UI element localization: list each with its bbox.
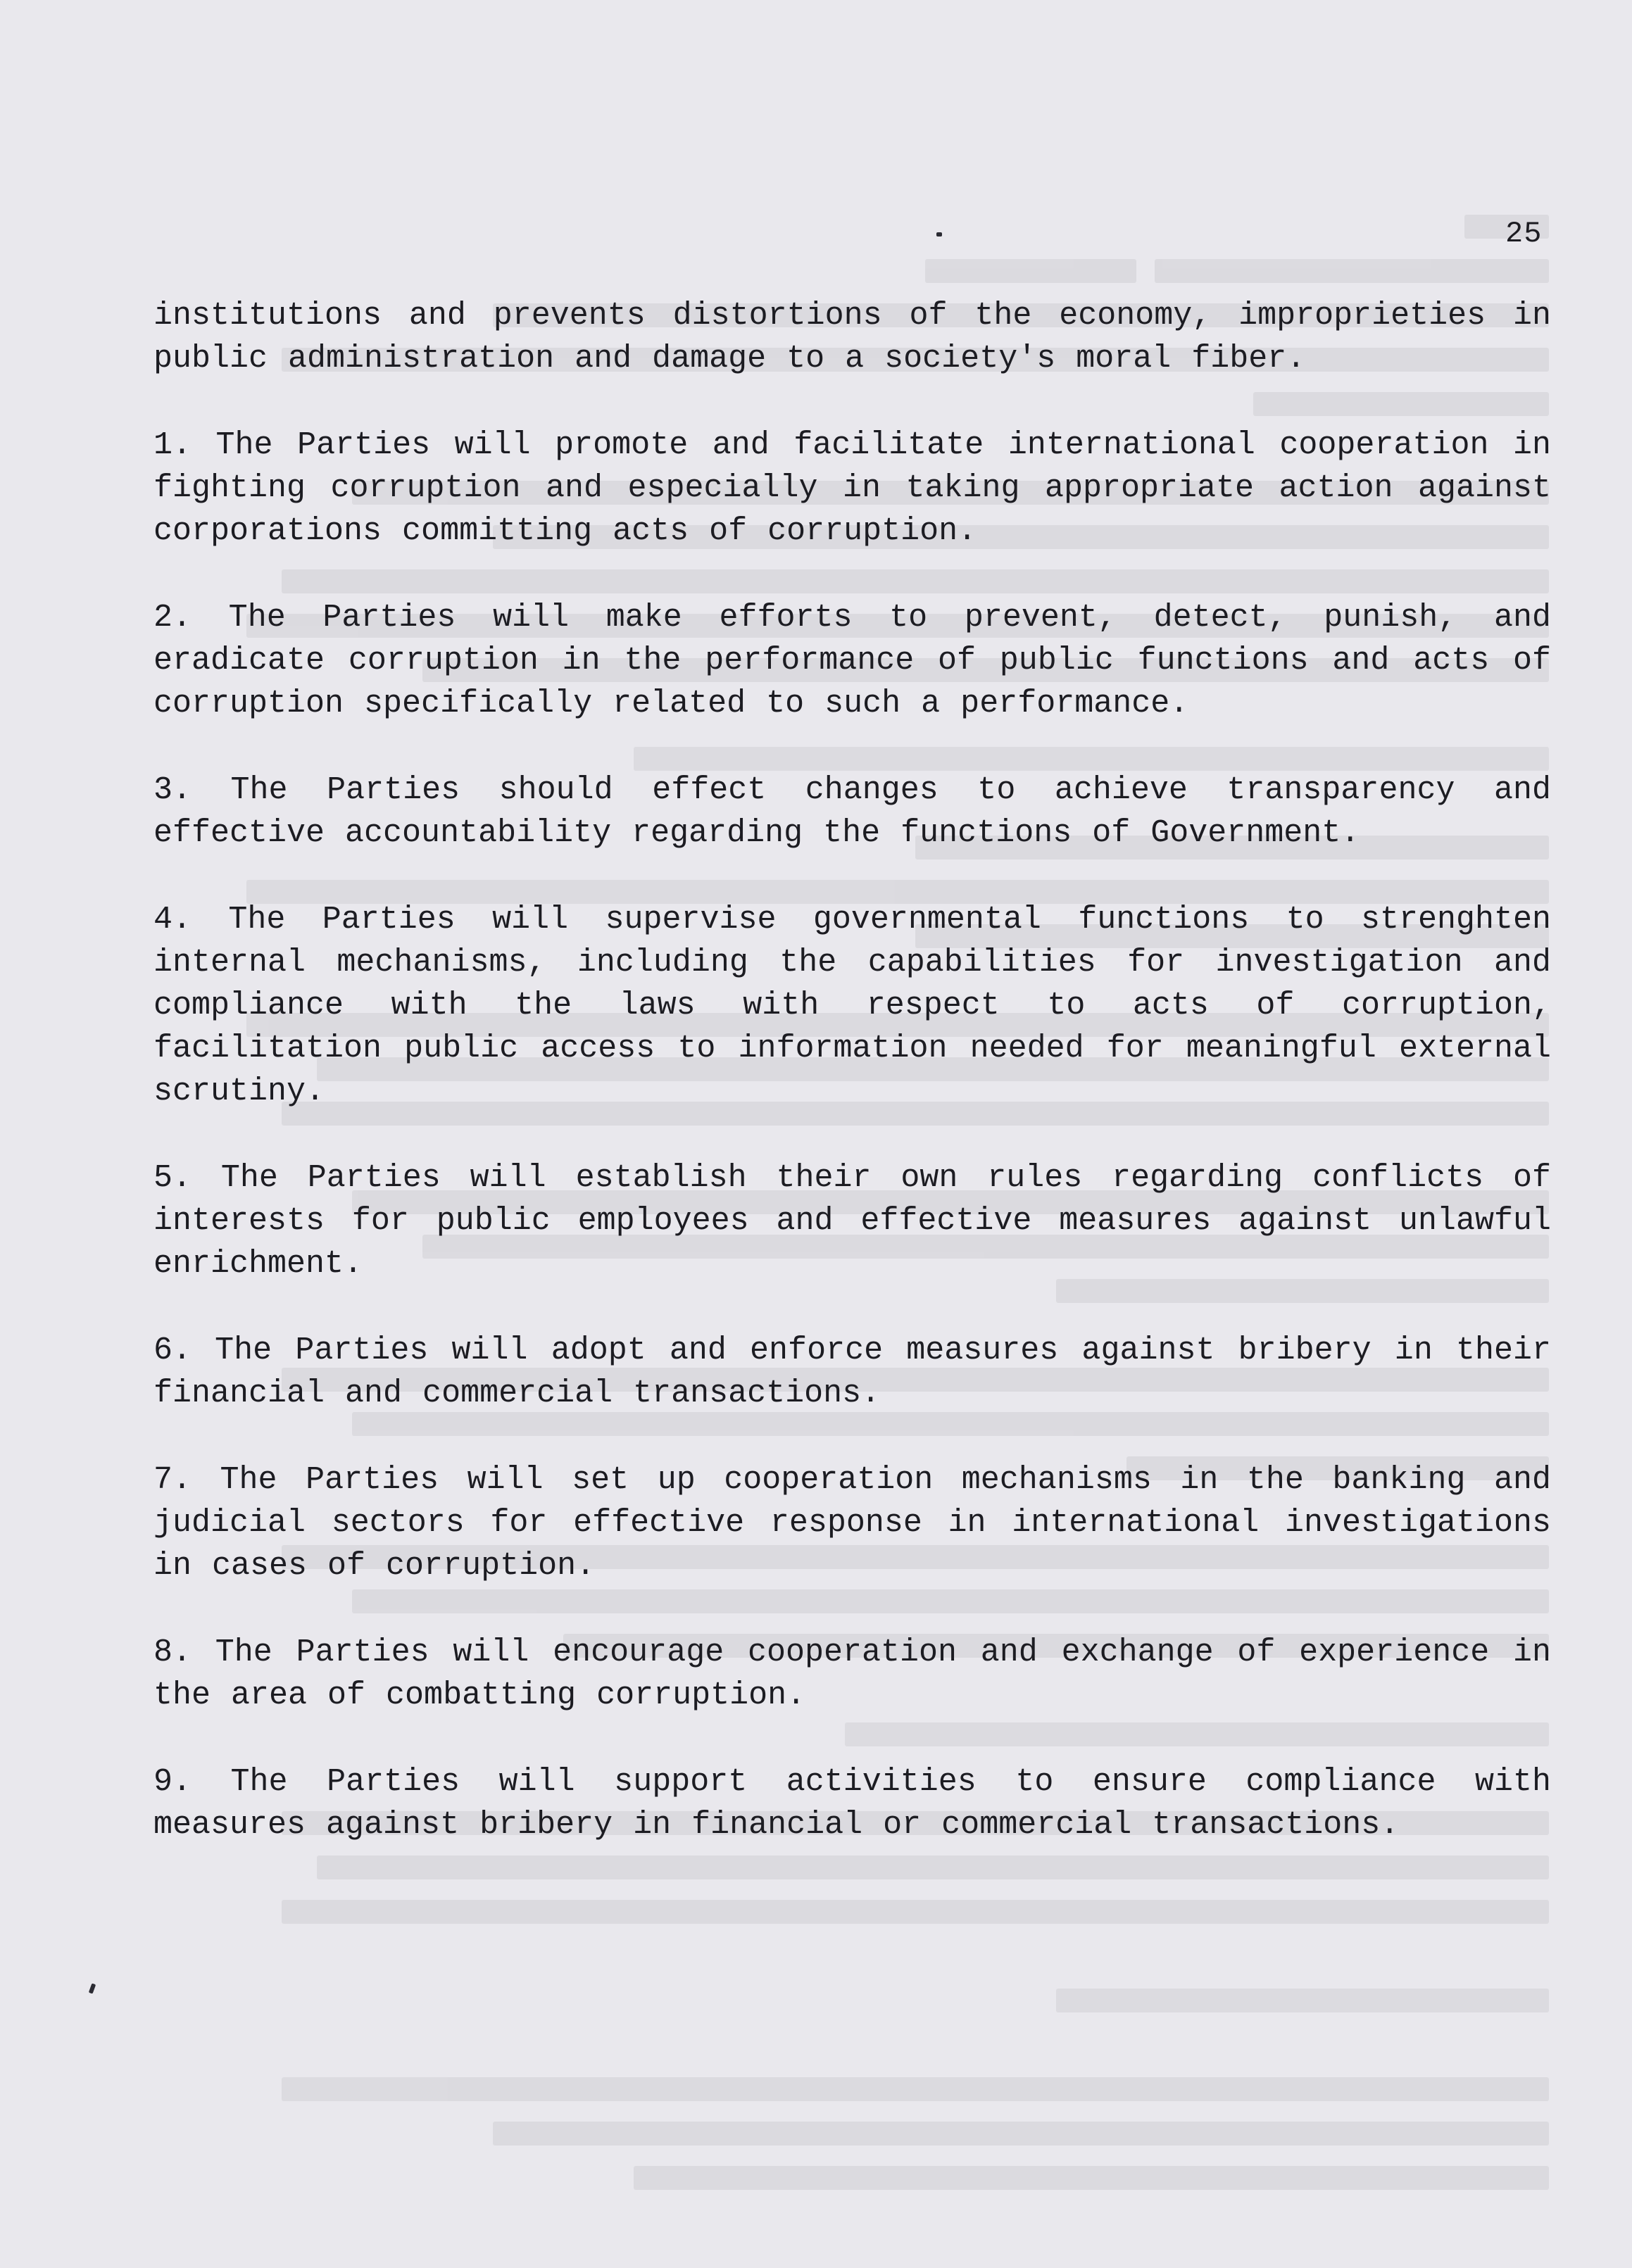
numbered-paragraph-6: 6. The Parties will adopt and enforce measures against bribery in their financial and commercial transactions.	[153, 1333, 1551, 1411]
numbered-paragraph-4: 4. The Parties will supervise governmental functions to strenghten internal mechanisms, including the capabilities for investigation and compliance with the laws with respect to acts of corruption, facilitation public access to information needed for meaningful external scrutiny.	[153, 902, 1551, 1109]
numbered-paragraph-2: 2. The Parties will make efforts to prevent, detect, punish, and eradicate corruption in the performance of public functions and acts of corruption specifically related to such a performance.	[153, 600, 1551, 722]
page-number: 25	[1505, 217, 1543, 251]
stray-ink-mark	[89, 1983, 96, 1993]
stray-ink-mark	[936, 232, 942, 237]
numbered-paragraph-8: 8. The Parties will encourage cooperation and exchange of experience in the area of combatting corruption.	[153, 1634, 1551, 1713]
numbered-paragraph-1: 1. The Parties will promote and facilitate international cooperation in fighting corruption and especially in taking appropriate action against corporations committing acts of corruption.	[153, 427, 1551, 549]
paragraph-continuation: institutions and prevents distortions of the economy, improprieties in public administration and damage to a society's moral fiber.	[153, 298, 1551, 377]
numbered-paragraph-5: 5. The Parties will establish their own rules regarding conflicts of interests for public employees and effective measures against unlawful enrichment.	[153, 1160, 1551, 1282]
document-body	[153, 294, 1551, 1890]
numbered-paragraph-7: 7. The Parties will set up cooperation mechanisms in the banking and judicial sectors for effective response in international investigations in cases of corruption.	[153, 1462, 1551, 1584]
numbered-paragraph-3: 3. The Parties should effect changes to achieve transparency and effective accountability regarding the functions of Government.	[153, 772, 1551, 851]
numbered-paragraph-9: 9. The Parties will support activities to ensure compliance with measures against bribery in financial or commercial transactions.	[153, 1764, 1551, 1843]
